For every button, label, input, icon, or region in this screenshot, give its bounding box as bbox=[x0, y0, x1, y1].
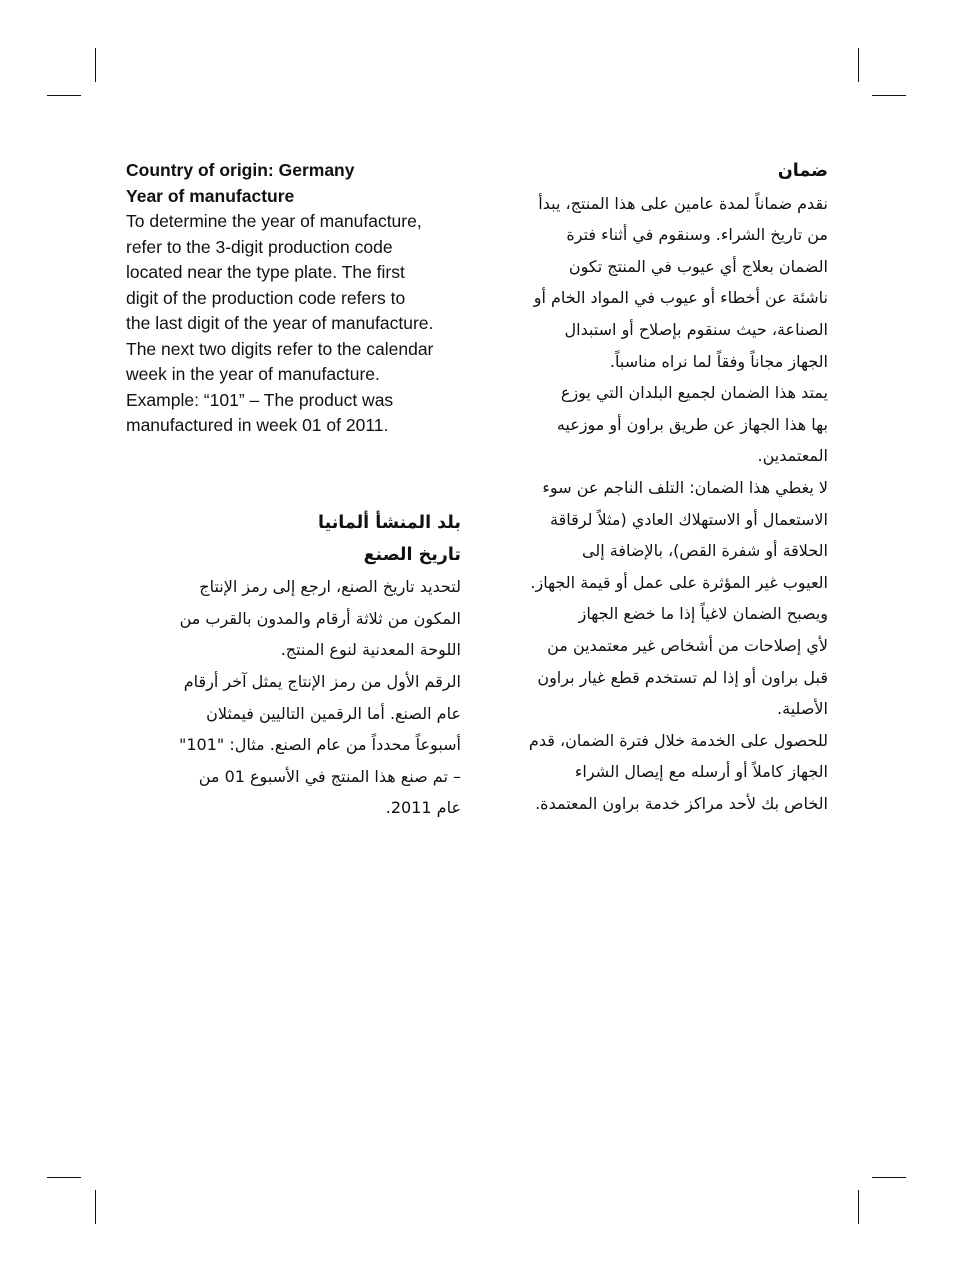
crop-mark-top-left-horizontal bbox=[47, 95, 81, 96]
arabic-country-of-origin: بلد المنشأ ألمانيا bbox=[318, 513, 461, 533]
arabic-origin-paragraph-1: لتحديد تاريخ الصنع، ارجع إلى رمز الإنتاج المكون من ثلاثة أرقام والمدون بالقرب من اللوحة المعدنية لنوع المنتج. bbox=[179, 577, 461, 660]
arabic-warranty-paragraph-4: للحصول على الخدمة خلال فترة الضمان، قدم الجهاز كاملاً أو أرسله مع إيصال الشراء الخاص بك لأحد مراكز خدمة براون المعتمدة. bbox=[528, 730, 828, 813]
crop-mark-bottom-left-vertical bbox=[95, 1190, 96, 1224]
crop-mark-top-right-horizontal bbox=[872, 95, 906, 96]
arabic-warranty-section bbox=[495, 156, 828, 819]
crop-mark-bottom-right-vertical bbox=[858, 1190, 859, 1224]
crop-mark-top-left-vertical bbox=[95, 48, 96, 82]
arabic-warranty-paragraph-1: نقدم ضماناً لمدة عامين على هذا المنتج، يبدأ من تاريخ الشراء. وسنقوم في أثناء فترة الضمان بعلاج أي عيوب في المنتج تكون ناشئة عن أخطاء أو عيوب في المواد الخام أو الصناعة، حيث سنقوم بإصلاح أو استبدال الجهاز مجاناً وفقاً لما نراه مناسباً. bbox=[533, 193, 828, 371]
arabic-origin-paragraph-2: الرقم الأول من رمز الإنتاج يمثل آخر أرقام عام الصنع. أما الرقمين التاليين فيمثلان أسبوعاً محدداً من عام الصنع. مثال: "101" – تم صنع هذا المنتج في الأسبوع 01 من عام 2011. bbox=[178, 671, 461, 818]
arabic-warranty-heading: ضمان bbox=[777, 161, 828, 181]
crop-mark-bottom-left-horizontal bbox=[47, 1177, 81, 1178]
english-year-body: To determine the year of manufacture, refer to the 3-digit production code located near the type plate. The first digit of the production code refers to the last digit of the year of manufacture. The next two digits refer to the calendar week in the year of manufacture. Example: “101” – The product was manufactured in week 01 of 2011. bbox=[126, 211, 434, 435]
crop-mark-top-right-vertical bbox=[858, 48, 859, 82]
crop-mark-bottom-right-horizontal bbox=[872, 1177, 906, 1178]
english-origin-section bbox=[126, 158, 471, 439]
english-country-of-origin: Country of origin: Germany bbox=[126, 160, 355, 180]
english-year-heading: Year of manufacture bbox=[126, 185, 295, 206]
arabic-warranty-paragraph-2: يمتد هذا الضمان لجميع البلدان التي يوزع بها هذا الجهاز عن طريق براون أو موزعيه المعتمدين. bbox=[556, 383, 828, 466]
arabic-warranty-paragraph-3: لا يغطي هذا الضمان: التلف الناجم عن سوء الاستعمال أو الاستهلاك العادي (مثلاً لرقاقة الحلاقة أو شفرة القص)، بالإضافة إلى العيوب غير المؤثرة على عمل أو قيمة الجهاز. ويصبح الضمان لاغياً إذا ما خضع الجهاز لأي إصلاحات من أشخاص غير معتمدين من قبل براون أو إذا لم تستخدم قطع غيار براون الأصلية. bbox=[530, 477, 828, 719]
arabic-year-heading: تاريخ الصنع bbox=[363, 544, 461, 565]
arabic-origin-section bbox=[128, 508, 461, 824]
